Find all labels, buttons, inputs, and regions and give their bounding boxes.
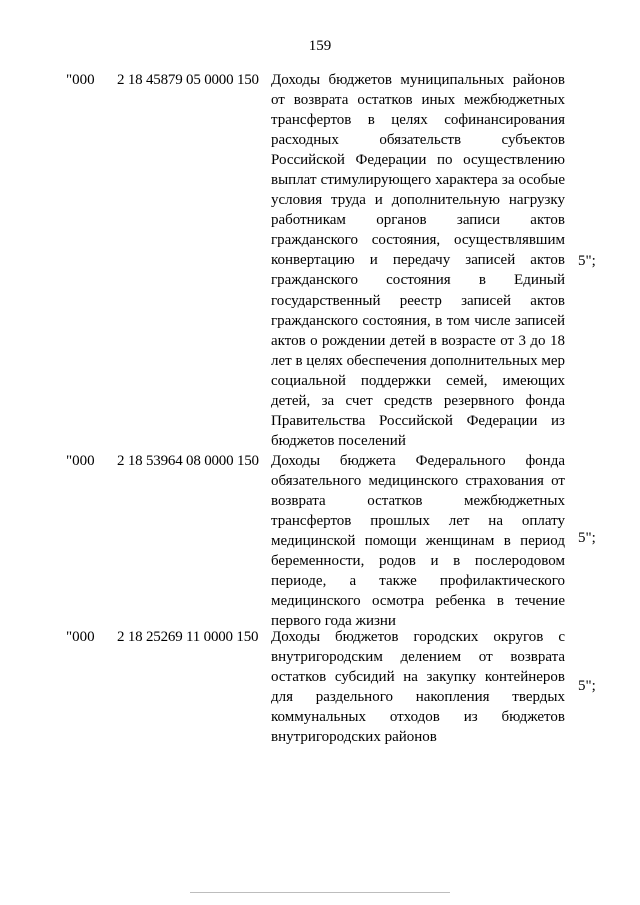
budget-classification-code: 2 18 53964 08 0000 150 [117,453,259,469]
row-value: 5"; [578,678,596,694]
row-value: 5"; [578,253,596,269]
scan-artifact-line [190,892,450,893]
row-open-code: "000 [66,72,95,88]
row-open-code: "000 [66,629,95,645]
income-description: Доходы бюджетов городских округов с внутригородским делением от возврата остатков субсидий на закупку контейнеров для раздельного накопления твердых коммунальных отходов из бюджетов внутригородских районов [271,629,565,746]
income-description: Доходы бюджетов муниципальных районов от возврата остатков иных межбюджетных трансфертов в целях софинансирования расходных обязательств субъектов Российской Федерации по осуществлению выплат стимулирующего характера за особые условия труда и дополнительную нагрузку работникам органов записи актов гражданского состояния, осуществлявшим конвертацию и передачу записей актов гражданского состояния в Единый государственный реестр записей актов гражданского состояния, в том числе записей актов о рождении детей в возрасте от 3 до 18 лет в целях обеспечения дополнительных мер социальной поддержки семей, имеющих детей, за счет средств резервного фонда Правительства Российской Федерации из бюджетов поселений [271,72,565,449]
page-number: 159 [308,38,332,54]
budget-classification-code: 2 18 45879 05 0000 150 [117,72,259,88]
budget-classification-code: 2 18 25269 11 0000 150 [117,629,259,645]
income-description: Доходы бюджета Федерального фонда обязательного медицинского страхования от возврата остатков межбюджетных трансфертов прошлых лет на оплату медицинской помощи женщинам в период беременности, родов и в послеродовом периоде, а также профилактического медицинского осмотра ребенка в течение первого года жизни [271,453,565,630]
row-open-code: "000 [66,453,95,469]
row-value: 5"; [578,530,596,546]
